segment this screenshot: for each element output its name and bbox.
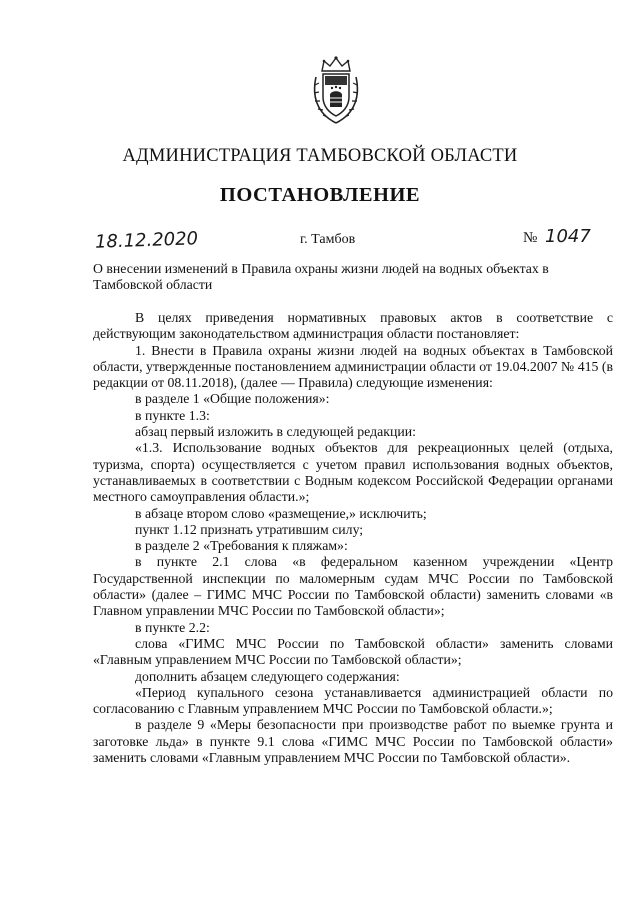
coat-of-arms-icon [310,55,362,125]
paragraph: «1.3. Использование водных объектов для рекреационных целей (отдыха, туризма, спорта) осуществляется с учетом правил использования водных объектов, устанавливаемых в соответствии с Водным кодексом Российской Федерации органами местного самоуправления области.»; [93,440,613,505]
document-subject: О внесении изменений в Правила охраны жизни людей на водных объектах в Тамбовской области [93,261,549,292]
document-city: г. Тамбов [300,232,356,247]
document-type: ПОСТАНОВЛЕНИЕ [219,184,421,206]
paragraph: слова «ГИМС МЧС России по Тамбовской области» заменить словами «Главным управлением МЧС России по Тамбовской области»; [93,635,613,668]
paragraph: в пункте 2.2: [135,619,210,635]
paragraph: пункт 1.12 признать утратившим силу; [135,521,364,537]
paragraph: дополнить абзацем следующего содержания: [135,668,400,684]
paragraph: в разделе 9 «Меры безопасности при производстве работ по выемке грунта и заготовке льда» в пункте 9.1 слова «ГИМС МЧС России по Тамбовской области» заменить словами «Главным управлением МЧС России по Тамбовской области». [93,717,613,766]
document-date: 18.12.2020 [94,228,199,253]
document-body [93,310,613,766]
paragraph: в абзаце втором слово «размещение,» исключить; [135,505,427,521]
document-number: 1047 [545,226,591,247]
paragraph: абзац первый изложить в следующей редакции: [135,424,416,440]
document-number-label: № [523,230,538,246]
paragraph: В целях приведения нормативных правовых актов в соответствие с действующим законодательством администрация области постановляет: [93,310,613,342]
paragraph: в разделе 1 «Общие положения»: [135,391,330,407]
paragraph: в пункте 1.3: [135,407,210,423]
paragraph: «Период купального сезона устанавливается администрацией области по согласованию с Главным управлением МЧС России по Тамбовской области.»; [93,684,613,717]
organization-name: АДМИНИСТРАЦИЯ ТАМБОВСКОЙ ОБЛАСТИ [122,146,518,166]
paragraph: в пункте 2.1 слова «в федеральном казенном учреждении «Центр Государственной инспекции по маломерным судам МЧС России по Тамбовской области» (далее – ГИМС МЧС России по Тамбовской области) заменить словами «в Главном управлении МЧС России по Тамбовской области»; [93,554,613,619]
paragraph: в разделе 2 «Требования к пляжам»: [135,538,348,554]
paragraph: 1. Внести в Правила охраны жизни людей на водных объектах в Тамбовской области, утвержденные постановлением администрации области от 19.04.2007 № 415 (в редакции от 08.11.2018), (далее — Правила) следующие изменения: [93,342,613,391]
